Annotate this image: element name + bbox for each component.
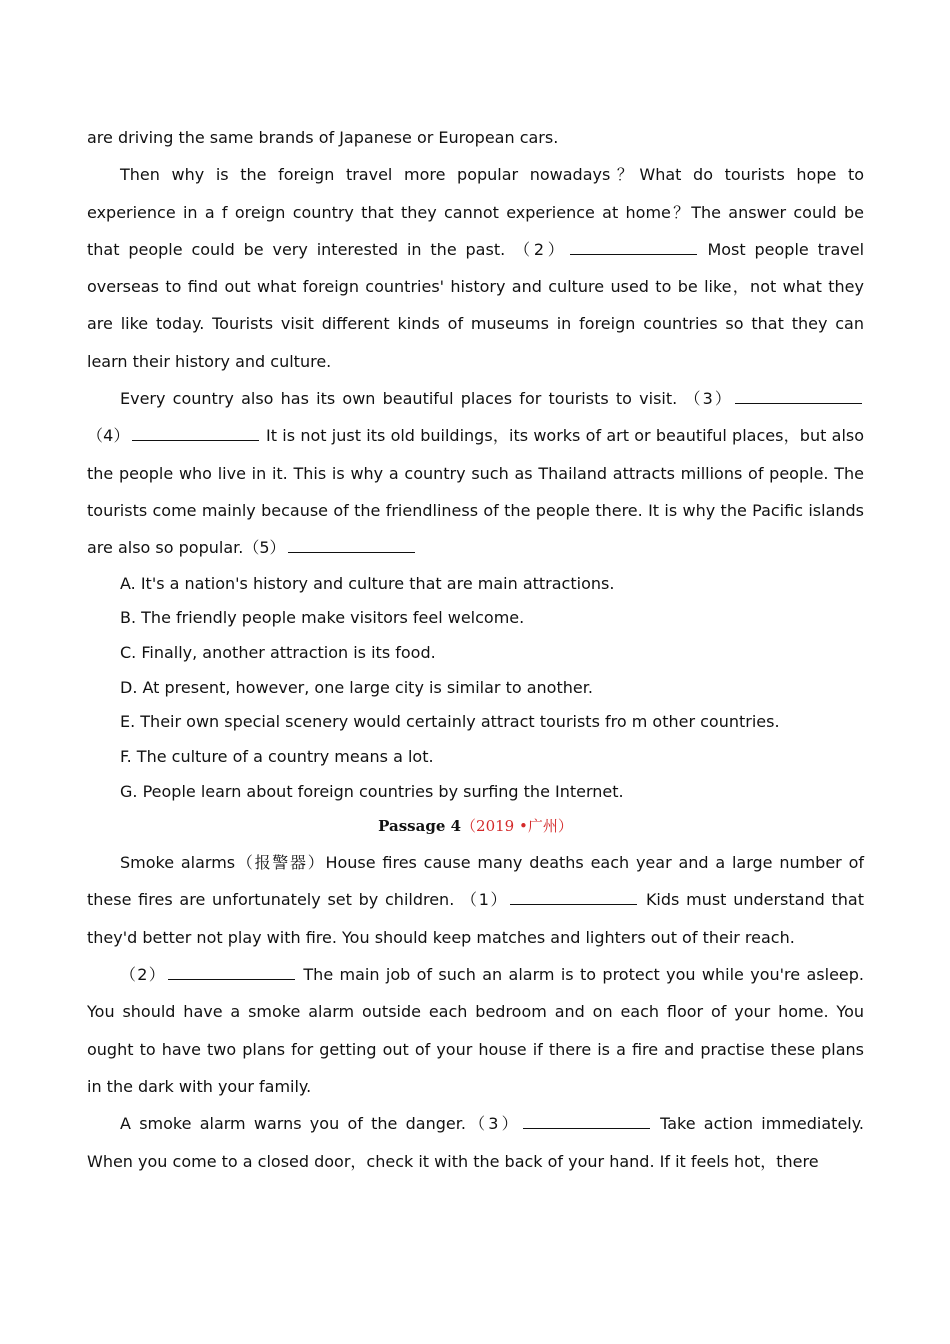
- blank-number: （5）: [243, 538, 286, 558]
- blank-number: （2）: [514, 239, 568, 259]
- paragraph-text: are driving the same brands of Japanese or European cars.: [87, 128, 559, 147]
- passage-heading: Passage 4: [378, 817, 462, 836]
- blank-number: （3）: [684, 389, 733, 409]
- document-body: [87, 119, 864, 1180]
- answer-blank-4[interactable]: [132, 426, 259, 441]
- passage3-paragraph-2: [87, 156, 864, 380]
- paragraph-text: Take action immediately. When you come to a closed door，check it with the back of your hand. If it feels hot，there: [87, 1114, 865, 1171]
- passage4-paragraph-2: [87, 956, 864, 1105]
- passage-source: （2019 •广州）: [461, 817, 573, 836]
- passage4-paragraph-1: [87, 844, 864, 956]
- answer-blank-2[interactable]: [570, 240, 697, 255]
- paragraph-text: Kids must understand that they'd better not play with fire. You should keep matches and lighters out of their reach.: [87, 890, 864, 947]
- answer-blank-p4-3[interactable]: [523, 1114, 650, 1129]
- option-a: A. It's a nation's history and culture that are main attractions.: [120, 573, 615, 593]
- blank-number: （3）: [465, 1114, 521, 1134]
- paragraph-text: It is not just its old buildings，its works of art or beautiful places，but also the people who live in it. This is why a country such as Thailand attracts millions of people. The tourists come mainly because of the friendliness of the people there. It is why the Pacific islands are also so popular.: [87, 426, 865, 558]
- option-e: E. Their own special scenery would certainly attract tourists fro m other countries.: [120, 712, 780, 732]
- paragraph-text: Every country also has its own beautiful places for tourists to visit.: [120, 389, 678, 409]
- answer-blank-3[interactable]: [735, 389, 862, 404]
- option-b: B. The friendly people make visitors feel welcome.: [120, 608, 525, 628]
- paragraph-text: Then why is the foreign travel more popular nowadays？What do tourists hope to experience in a f oreign country that they cannot experience at home？The answer could be that people could be very interested in the past.: [87, 165, 864, 259]
- paragraph-text: Smoke alarms（报警器）House fires cause many deaths each year and a large number of these fires are unfortunately set by children.: [87, 853, 864, 910]
- option-f: F. The culture of a country means a lot.: [120, 747, 434, 767]
- passage3-paragraph-3: [87, 380, 864, 566]
- blank-number: （4）: [87, 426, 130, 446]
- answer-blank-p4-1[interactable]: [510, 890, 637, 905]
- paragraph-text: A smoke alarm warns you of the danger.: [120, 1114, 466, 1134]
- passage3-paragraph-1-tail: [87, 119, 864, 156]
- paragraph-text: Most people travel overseas to find out what foreign countries' history and culture used to be like，not what they are like today. Tourists visit different kinds of museums in foreign countries so that they can learn their history and culture.: [87, 239, 865, 371]
- option-c: C. Finally, another attraction is its food.: [120, 642, 436, 662]
- passage4-paragraph-3: [87, 1105, 864, 1180]
- paragraph-text: The main job of such an alarm is to protect you while you're asleep. You should have a smoke alarm outside each bedroom and on each floor of your home. You ought to have two plans for getting out of your house if there is a fire and practise these plans in the dark with your family.: [87, 965, 864, 1096]
- option-g: G. People learn about foreign countries by surfing the Internet.: [120, 781, 624, 801]
- option-d: D. At present, however, one large city is similar to another.: [120, 677, 593, 697]
- answer-blank-p4-2[interactable]: [168, 965, 295, 980]
- passage4-title: [87, 809, 864, 844]
- blank-number: （2）: [120, 965, 167, 985]
- answer-blank-5[interactable]: [288, 538, 415, 553]
- blank-number: （1）: [461, 890, 509, 910]
